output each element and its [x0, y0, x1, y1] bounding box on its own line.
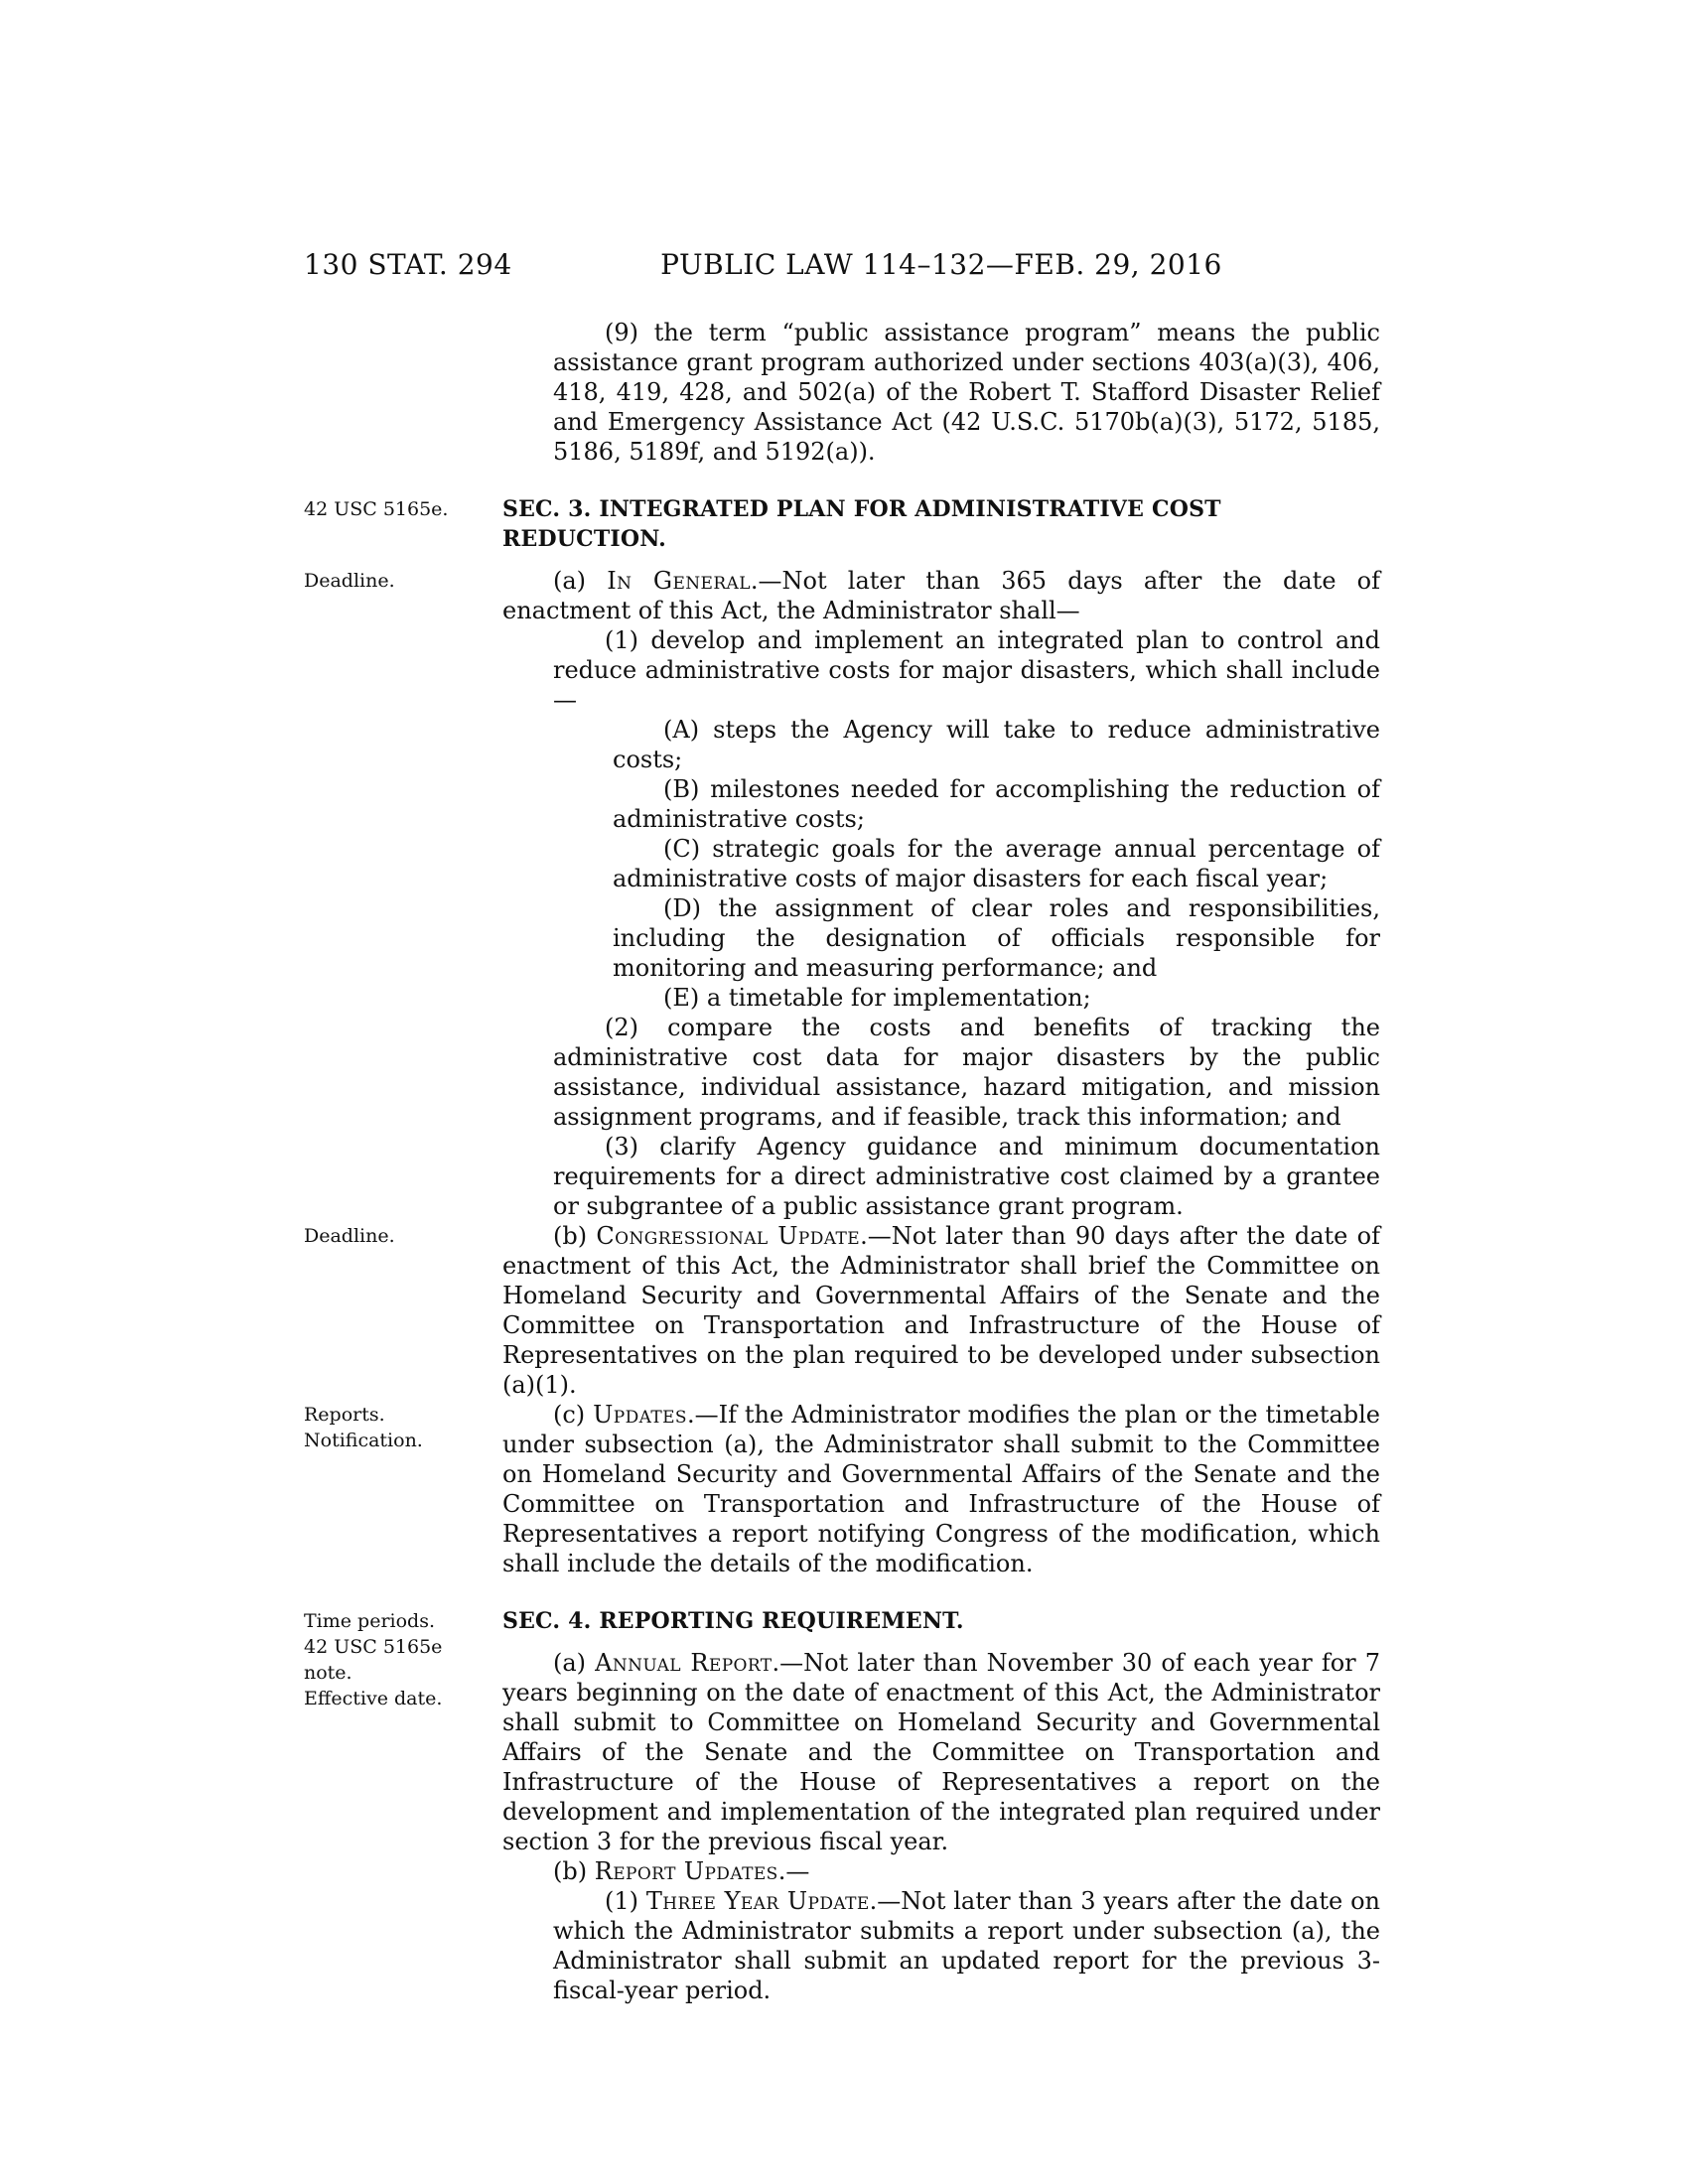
paragraph-sec3-a	[502, 566, 1380, 625]
row-sec4	[304, 1606, 1380, 2005]
paragraph-smallcaps: Updates	[593, 1401, 687, 1429]
paragraph-text: (2) compare the costs and benefits of tracking the administrative cost data for major disasters by the public assistance, individual assistance, hazard mitigation, and mission assignment programs, and if feasible, track this information; and	[553, 1014, 1380, 1131]
paragraph-sec3-aB	[502, 774, 1380, 834]
paragraph-9	[502, 318, 1380, 467]
row-sec3-b	[304, 1221, 1380, 1400]
margin-notes-empty	[304, 318, 502, 320]
paragraph-smallcaps: Report Updates	[594, 1857, 778, 1885]
page-content	[304, 318, 1380, 2005]
section-4-heading: SEC. 4. REPORTING REQUIREMENT.	[502, 1608, 964, 1634]
row-definitions	[304, 318, 1380, 467]
paragraph-sec4-a	[502, 1648, 1380, 1856]
margin-note-usc-5165e: 42 USC 5165e.	[304, 498, 449, 520]
paragraph-text: .—Not later than 90 days after the date of enactment of this Act, the Administrator shall brief the Committee on Homeland Security and Governmental Affairs of the Senate and the Committee on Transportation and Infrastructure of the House of Representatives on the plan required to be developed under subsection (a)(1).	[502, 1222, 1381, 1399]
paragraph-text: (3) clarify Agency guidance and minimum documentation requirements for a direct administrative cost claimed by a grantee or subgrantee of a public assistance grant program.	[553, 1133, 1380, 1220]
paragraph-number: (b)	[553, 1222, 597, 1250]
paragraph-text: (9) the term “public assistance program” means the public assistance grant program authorized under sections 403(a)(3), 406, 418, 419, 428, and 502(a) of the Robert T. Stafford Disaster Relief and Emergency Assistance Act (42 U.S.C. 5170b(a)(3), 5172, 5185, 5186, 5189f, and 5192(a)).	[553, 319, 1380, 466]
paragraph-text: (B) milestones needed for accomplishing the reduction of administrative costs;	[613, 775, 1380, 833]
paragraph-number: (1)	[605, 1887, 646, 1915]
paragraph-text: .—	[777, 1857, 810, 1885]
margin-note-usc-5165e-note-line1: 42 USC 5165e	[304, 1636, 443, 1658]
main-column	[502, 1221, 1380, 1400]
paragraph-number: (a)	[553, 1649, 596, 1677]
row-sec3-c	[304, 1400, 1380, 1578]
paragraph-smallcaps: In General	[607, 567, 751, 595]
paragraph-sec3-aC	[502, 834, 1380, 893]
row-sec3-a	[304, 566, 1380, 1221]
paragraph-number: (c)	[553, 1401, 594, 1429]
paragraph-smallcaps: Three Year Update	[645, 1887, 870, 1915]
paragraph-sec4-b	[502, 1856, 1380, 1886]
main-column	[502, 494, 1380, 566]
paragraph-smallcaps: Congressional Update	[596, 1222, 861, 1250]
paragraph-sec3-aA	[502, 715, 1380, 774]
margin-note-notification: Notification.	[304, 1430, 423, 1451]
paragraph-smallcaps: Annual Report	[595, 1649, 773, 1677]
margin-note-deadline: Deadline.	[304, 1225, 395, 1247]
paragraph-text: (C) strategic goals for the average annual percentage of administrative costs of major disasters for each fiscal year;	[613, 835, 1380, 892]
margin-note-effective-date: Effective date.	[304, 1688, 443, 1709]
paragraph-text: .—Not later than 365 days after the date of enactment of this Act, the Administrator shall—	[502, 567, 1380, 624]
main-column	[502, 1606, 1380, 2005]
paragraph-sec3-a1	[502, 625, 1380, 715]
margin-notes-sec3-a	[304, 566, 502, 594]
stat-citation: 130 STAT. 294	[304, 248, 512, 281]
section-3-heading: SEC. 3. INTEGRATED PLAN FOR ADMINISTRATIVE COST REDUCTION.	[502, 496, 1221, 552]
row-sec3-heading	[304, 494, 1380, 566]
paragraph-text: .—If the Administrator modifies the plan or the timetable under subsection (a), the Administrator shall submit to the Committee on Homeland Security and Governmental Affairs of the Senate and the Committee on Transportation and Infrastructure of the House of Representatives a report notifying Congress of the modification, which shall include the details of the modification.	[502, 1401, 1381, 1577]
paragraph-sec3-aD	[502, 893, 1380, 983]
margin-note-time-periods: Time periods.	[304, 1610, 436, 1632]
paragraph-sec3-a3	[502, 1132, 1380, 1221]
paragraph-text: (E) a timetable for implementation;	[663, 984, 1091, 1012]
paragraph-text: .—Not later than 3 years after the date on which the Administrator submits a report under subsection (a), the Administrator shall submit an updated report for the previous 3-fiscal-year period.	[553, 1887, 1381, 2004]
main-column	[502, 566, 1380, 1221]
paragraph-text: (A) steps the Agency will take to reduce administrative costs;	[613, 716, 1380, 773]
paragraph-number: (a)	[553, 567, 608, 595]
page-header	[304, 248, 1380, 290]
paragraph-number: (b)	[553, 1857, 595, 1885]
paragraph-text: (D) the assignment of clear roles and responsibilities, including the designation of officials responsible for monitoring and measuring performance; and	[613, 894, 1380, 982]
paragraph-sec3-a2	[502, 1013, 1380, 1132]
paragraph-sec4-b1	[502, 1886, 1380, 2005]
paragraph-sec3-c	[502, 1400, 1380, 1578]
margin-note-reports: Reports.	[304, 1404, 385, 1426]
margin-notes-sec4	[304, 1606, 502, 1711]
paragraph-text: (1) develop and implement an integrated plan to control and reduce administrative costs for major disasters, which shall include—	[553, 626, 1380, 714]
main-column	[502, 318, 1380, 467]
paragraph-sec3-b	[502, 1221, 1380, 1400]
margin-notes-sec3-b	[304, 1221, 502, 1249]
margin-note-deadline: Deadline.	[304, 570, 395, 592]
margin-note-usc-5165e-note-line2: note.	[304, 1662, 352, 1684]
margin-notes-sec3-c	[304, 1400, 502, 1453]
law-title: PUBLIC LAW 114–132—FEB. 29, 2016	[660, 248, 1222, 281]
paragraph-sec3-aE	[502, 983, 1380, 1013]
main-column	[502, 1400, 1380, 1578]
paragraph-text: .—Not later than November 30 of each year for 7 years beginning on the date of enactment of this Act, the Administrator shall submit to Committee on Homeland Security and Governmental Affairs of the Senate and the Committee on Transportation and Infrastructure of the House of Representatives a report on the development and implementation of the integrated plan required under section 3 for the previous fiscal year.	[502, 1649, 1380, 1855]
margin-notes-sec3	[304, 494, 502, 522]
